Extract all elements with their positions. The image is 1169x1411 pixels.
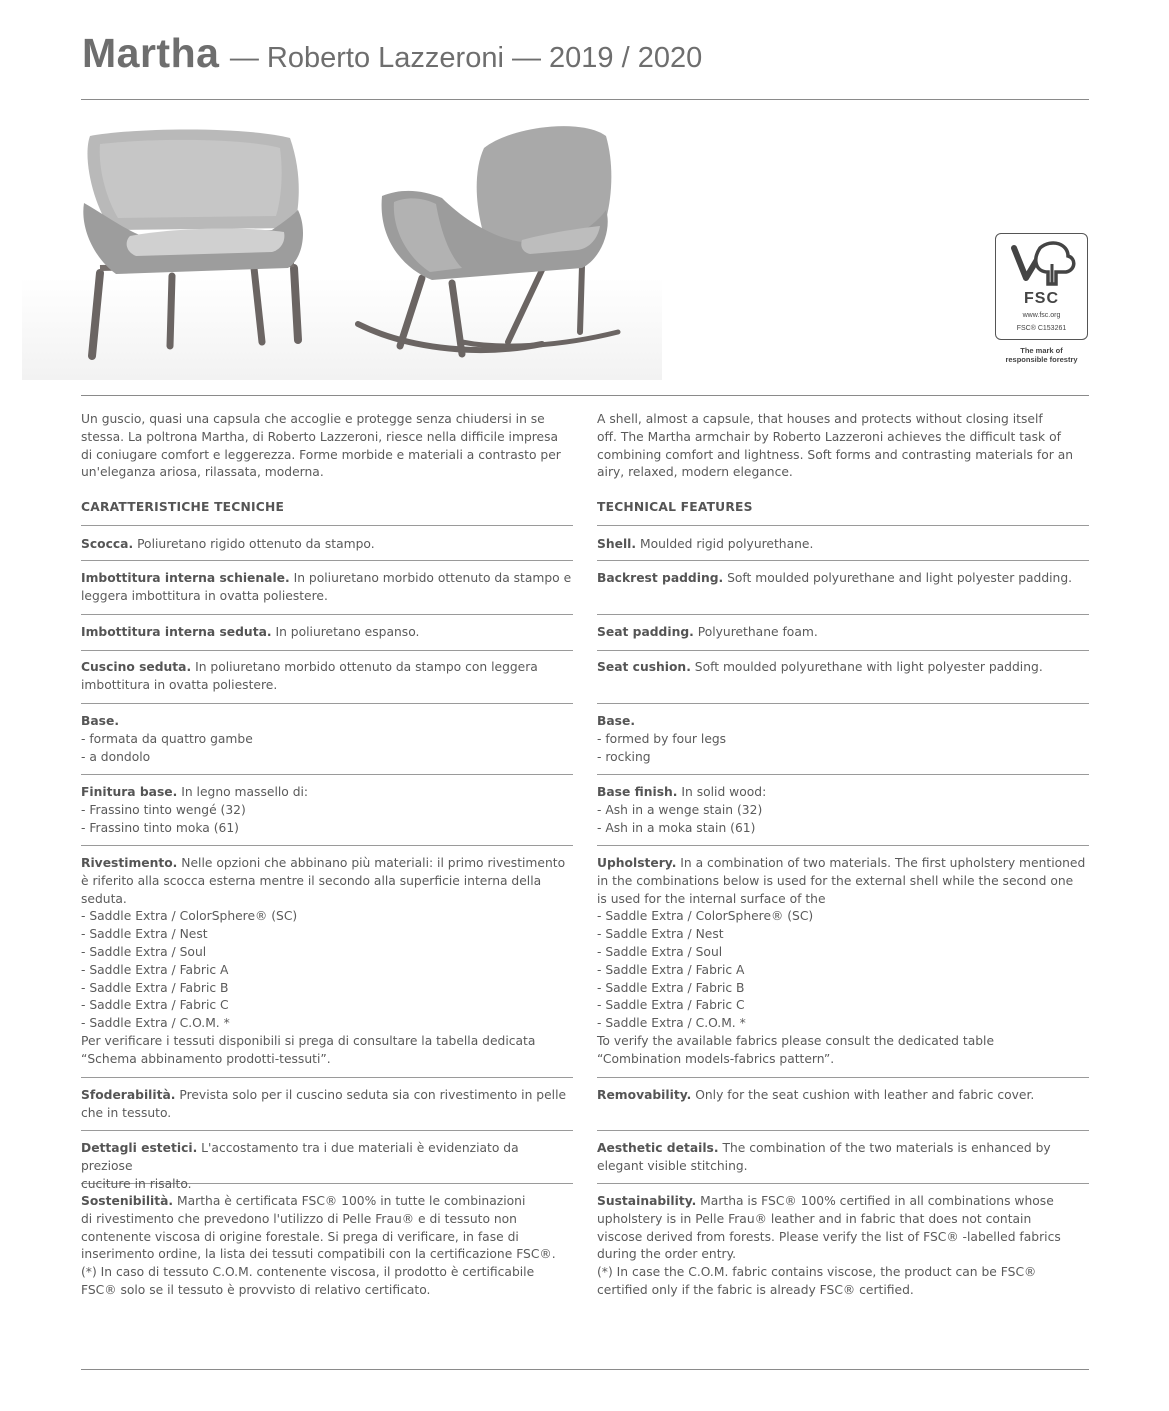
- spec-label: Seat padding.: [597, 625, 694, 639]
- spec-label: Shell.: [597, 537, 637, 551]
- fsc-caption: [995, 346, 1088, 364]
- spec-text: In a combination of two materials. The first upholstery mentioned in the combinations below is used for the external shell while the second one is used for the internal surface of the - Saddle Extra / ColorSphere® (SC) - Saddle Extra / Nest - Saddle Extra / Soul - Saddle Extra / Fabric A - Saddle Extra / Fabric B - Saddle Extra / Fabric C - Saddle Extra / C.O.M. * To verify the available fabrics please consult the dedicated table “Combination models-fabrics pattern”.: [597, 856, 1086, 1066]
- spec-divider: [597, 650, 1089, 651]
- spec-row: [81, 536, 573, 554]
- spec-row: [597, 855, 1089, 1069]
- spec-label: Rivestimento.: [81, 856, 178, 870]
- spec-divider: [81, 703, 573, 704]
- spec-text: Moulded rigid polyurethane.: [636, 537, 814, 551]
- spec-row: [597, 1087, 1089, 1105]
- designer-and-years: — Roberto Lazzeroni — 2019 / 2020: [229, 42, 703, 74]
- spec-text: L'accostamento tra i due materiali è evidenziato da preziose cuciture in risalto.: [81, 1141, 519, 1191]
- fsc-brand: FSC: [1024, 290, 1059, 307]
- spec-row: [81, 784, 573, 837]
- fsc-caption-line-1: The mark of: [1020, 346, 1063, 355]
- spec-text: Martha è certificata FSC® 100% in tutte le combinazioni di rivestimento che prevedono l'utilizzo di Pelle Frau® e di tessuto non contenente viscosa di origine forestale. Si prega di verificare, in fase di inserimento ordine, la lista dei tessuti compatibili con la certificazione FSC®. (*) In caso di tessuto C.O.M. contenente viscosa, il prodotto è certificabile FSC® solo se il tessuto è provvisto di relativo certificato.: [81, 1194, 556, 1297]
- spec-text: Martha is FSC® 100% certified in all combinations whose upholstery is in Pelle Frau® leather and in fabric that does not contain viscose derived from forests. Please verify the list of FSC® -labelled fabrics during the order entry. (*) In case the C.O.M. fabric contains viscose, the product can be FSC® certified only if the fabric is already FSC® certified.: [597, 1194, 1061, 1297]
- spec-label: Scocca.: [81, 537, 134, 551]
- spec-label: Sostenibilità.: [81, 1194, 174, 1208]
- spec-label: Seat cushion.: [597, 660, 691, 674]
- spec-label: Imbottitura interna schienale.: [81, 571, 290, 585]
- spec-divider: [597, 614, 1089, 615]
- spec-row: [597, 1193, 1089, 1300]
- spec-label: Removability.: [597, 1088, 692, 1102]
- spec-label: Sfoderabilità.: [81, 1088, 176, 1102]
- spec-text: - formata da quattro gambe - a dondolo: [81, 731, 253, 764]
- spec-divider: [597, 525, 1089, 526]
- spec-text: Only for the seat cushion with leather and fabric cover.: [691, 1088, 1035, 1102]
- spec-label: Base finish.: [597, 785, 678, 799]
- spec-text: Nelle opzioni che abbinano più materiali: il primo rivestimento è riferito alla scocca esterna mentre il secondo alla superficie interna della seduta. - Saddle Extra / ColorSphere® (SC) - Saddle Extra / Nest - Saddle Extra / Soul - Saddle Extra / Fabric A - Saddle Extra / Fabric B - Saddle Extra / Fabric C - Saddle Extra / C.O.M. * Per verificare i tessuti disponibili si prega di consultare la tabella dedicata “Schema abbinamento prodotti-tessuti”.: [81, 856, 566, 1066]
- spec-text: In legno massello di: - Frassino tinto wengé (32) - Frassino tinto moka (61): [81, 785, 309, 835]
- spec-text: - formed by four legs - rocking: [597, 731, 727, 764]
- spec-row: [81, 1140, 573, 1193]
- spec-row: [81, 570, 573, 606]
- spec-divider: [81, 774, 573, 775]
- spec-divider: [81, 525, 573, 526]
- fsc-tree-check-icon: [996, 234, 1089, 296]
- spec-divider: [81, 845, 573, 846]
- spec-text: Soft moulded polyurethane with light polyester padding.: [690, 660, 1043, 674]
- spec-label: Imbottitura interna seduta.: [81, 625, 272, 639]
- spec-text: In solid wood: - Ash in a wenge stain (32) - Ash in a moka stain (61): [597, 785, 767, 835]
- spec-label: Cuscino seduta.: [81, 660, 192, 674]
- spec-divider: [597, 1183, 1089, 1184]
- spec-label: Sustainability.: [597, 1194, 697, 1208]
- spec-row: [81, 855, 573, 1069]
- spec-divider: [597, 1077, 1089, 1078]
- spec-divider: [597, 774, 1089, 775]
- bottom-divider: [81, 1369, 1089, 1370]
- spec-divider: [81, 560, 573, 561]
- fsc-certification-badge: [995, 233, 1088, 364]
- spec-divider: [81, 614, 573, 615]
- spec-row: [81, 1193, 573, 1300]
- section-divider: [81, 395, 1089, 396]
- spec-divider: [81, 1130, 573, 1131]
- product-photos: [22, 118, 662, 380]
- spec-text: Poliuretano rigido ottenuto da stampo.: [133, 537, 375, 551]
- spec-row: [597, 784, 1089, 837]
- spec-divider: [81, 650, 573, 651]
- spec-text: Polyurethane foam.: [693, 625, 818, 639]
- fsc-website: www.fsc.org: [1022, 312, 1061, 319]
- spec-divider: [597, 703, 1089, 704]
- spec-label: Base.: [81, 714, 120, 728]
- page-title: [82, 30, 702, 77]
- spec-row: [597, 659, 1089, 677]
- spec-text: The combination of the two materials is enhanced by elegant visible stitching.: [597, 1141, 1051, 1173]
- spec-row: [597, 1140, 1089, 1176]
- spec-row: [81, 713, 573, 766]
- spec-text: In poliuretano morbido ottenuto da stampo e leggera imbottitura in ovatta poliestere.: [81, 571, 572, 603]
- spec-text: Soft moulded polyurethane and light polyester padding.: [723, 571, 1073, 585]
- spec-divider: [597, 560, 1089, 561]
- spec-row: [597, 713, 1089, 766]
- spec-text: In poliuretano espanso.: [271, 625, 420, 639]
- spec-row: [81, 624, 573, 642]
- spec-label: Backrest padding.: [597, 571, 724, 585]
- intro-italian: Un guscio, quasi una capsula che accoglie e protegge senza chiudersi in se stessa. La poltrona Martha, di Roberto Lazzeroni, riesce nella difficile impresa di coniugare comfort e leggerezza. Forme morbide e materiali a contrasto per un'eleganza ariosa, rilassata, moderna.: [81, 412, 561, 480]
- top-divider: [81, 99, 1089, 100]
- spec-label: Upholstery.: [597, 856, 677, 870]
- fsc-license-code: FSC® C153261: [1016, 325, 1067, 332]
- spec-divider: [597, 1130, 1089, 1131]
- spec-label: Base.: [597, 714, 636, 728]
- fsc-caption-line-2: responsible forestry: [1005, 355, 1078, 364]
- spec-row: [597, 624, 1089, 642]
- spec-row: [81, 659, 573, 695]
- spec-label: Dettagli estetici.: [81, 1141, 198, 1155]
- spec-row: [81, 1087, 573, 1123]
- product-name: Martha: [82, 30, 220, 76]
- spec-text: In poliuretano morbido ottenuto da stampo con leggera imbottitura in ovatta poliestere.: [81, 660, 538, 692]
- spec-row: [597, 570, 1089, 588]
- spec-row: [597, 536, 1089, 554]
- spec-label: Finitura base.: [81, 785, 178, 799]
- spec-divider: [597, 845, 1089, 846]
- heading-italian: CARATTERISTICHE TECNICHE: [81, 500, 285, 514]
- spec-divider: [81, 1077, 573, 1078]
- spec-label: Aesthetic details.: [597, 1141, 719, 1155]
- spec-text: Prevista solo per il cuscino seduta sia con rivestimento in pelle che in tessuto.: [81, 1088, 567, 1120]
- fsc-logo: [995, 233, 1088, 340]
- heading-english: TECHNICAL FEATURES: [597, 500, 753, 514]
- intro-english: A shell, almost a capsule, that houses and protects without closing itself off. The Martha armchair by Roberto Lazzeroni achieves the difficult task of combining comfort and lightness. Soft forms and contrasting materials for an airy, relaxed, modern elegance.: [597, 412, 1074, 480]
